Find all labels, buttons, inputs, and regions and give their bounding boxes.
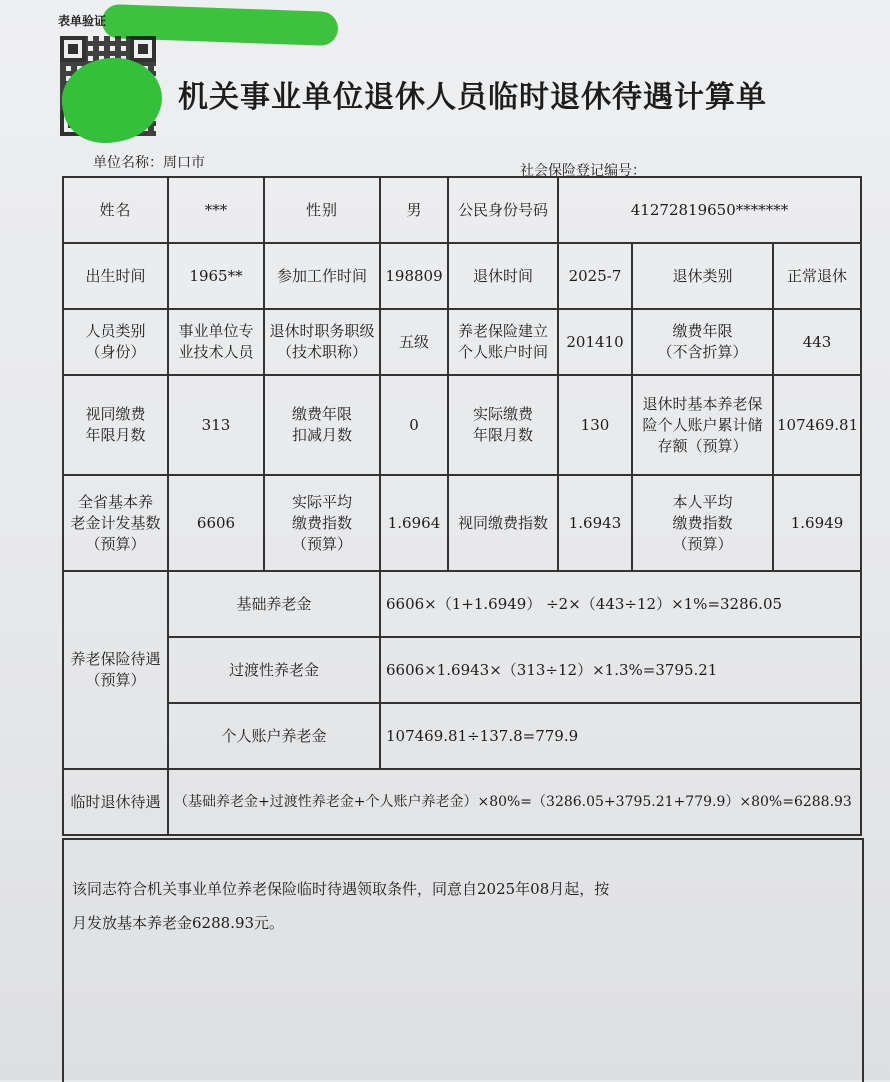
account-time-value: 201410 <box>558 309 632 375</box>
deemed-months-value: 313 <box>168 375 264 475</box>
actual-months-label-line: 实际缴费 <box>472 405 533 423</box>
deduct-months-label <box>264 375 380 475</box>
deemed-months-label <box>63 375 168 475</box>
base-amount-label-line: （预算） <box>85 534 146 553</box>
base-amount-label <box>63 475 168 571</box>
own-index-label <box>632 475 773 571</box>
approval-remark-line: 月发放基本养老金6288.93元。 <box>72 914 285 932</box>
pension-calculation-table <box>62 176 862 836</box>
own-index-label-line: 缴费指数 <box>672 513 733 532</box>
table-row <box>63 177 861 243</box>
name-label: 姓名 <box>63 177 168 243</box>
own-index-value: 1.6949 <box>773 475 861 571</box>
table-row <box>63 475 861 571</box>
table-row <box>63 769 861 835</box>
deemed-index-label: 视同缴费指数 <box>448 475 558 571</box>
table-row <box>63 703 861 769</box>
person-category-value <box>168 309 264 375</box>
temporary-benefit-label: 临时退休待遇 <box>63 769 168 835</box>
rank-label-line: 退休时职务职级 <box>269 322 375 340</box>
account-balance-label-line: 险个人账户累计储 <box>642 415 763 434</box>
rank-label-line: （技术职称） <box>276 343 367 361</box>
retire-type-label: 退休类别 <box>632 243 773 309</box>
work-start-value: 198809 <box>380 243 448 309</box>
qr-finder-top-left <box>60 36 86 62</box>
table-row <box>63 637 861 703</box>
contribution-years-label <box>632 309 773 375</box>
avg-index-label <box>264 475 380 571</box>
transition-pension-label: 过渡性养老金 <box>168 637 380 703</box>
approval-remark <box>72 872 832 940</box>
id-number-label: 公民身份号码 <box>448 177 558 243</box>
account-balance-label-line: 退休时基本养老保 <box>642 394 763 413</box>
table-row <box>63 571 861 637</box>
birth-label: 出生时间 <box>63 243 168 309</box>
retire-time-label: 退休时间 <box>448 243 558 309</box>
name-value: *** <box>168 177 264 243</box>
account-balance-value: 107469.81 <box>773 375 861 475</box>
avg-index-label-line: （预算） <box>291 534 352 553</box>
account-balance-label-line: 存额（预算） <box>657 436 748 455</box>
avg-index-label-line: 缴费指数 <box>291 513 352 532</box>
base-amount-value: 6606 <box>168 475 264 571</box>
deemed-months-label-line: 视同缴费 <box>85 405 146 423</box>
account-time-label-line: 个人账户时间 <box>457 343 548 361</box>
avg-index-value: 1.6964 <box>380 475 448 571</box>
account-time-label-line: 养老保险建立 <box>457 322 548 340</box>
contribution-years-label-line: （不含折算） <box>657 343 748 361</box>
person-category-value-line: 业技术人员 <box>178 343 254 361</box>
deduct-months-label-line: 缴费年限 <box>291 405 352 423</box>
deduct-months-label-line: 扣减月数 <box>291 426 352 444</box>
pension-group-label <box>63 571 168 769</box>
base-amount-label-line: 全省基本养 <box>77 492 153 511</box>
verify-label: 表单验证 <box>58 14 107 28</box>
personal-account-pension-formula: 107469.81÷137.8=779.9 <box>380 703 861 769</box>
social-security-code-label: 社会保险登记编号： <box>520 163 646 179</box>
id-number-value: 41272819650******* <box>558 177 861 243</box>
person-category-label <box>63 309 168 375</box>
contribution-years-label-line: 缴费年限 <box>672 322 733 340</box>
rank-label <box>264 309 380 375</box>
temporary-benefit-formula: （基础养老金+过渡性养老金+个人账户养老金）×80%=（3286.05+3795.21+779.9）×80%=6288.93 <box>168 769 861 835</box>
qr-finder-top-right <box>130 36 156 62</box>
actual-months-label <box>448 375 558 475</box>
deemed-months-label-line: 年限月数 <box>85 426 146 444</box>
own-index-label-line: （预算） <box>672 534 733 553</box>
actual-months-label-line: 年限月数 <box>472 426 533 444</box>
deemed-index-value: 1.6943 <box>558 475 632 571</box>
retire-type-value: 正常退休 <box>773 243 861 309</box>
pension-group-label-line: （预算） <box>85 671 146 689</box>
gender-label: 性别 <box>264 177 380 243</box>
table-row <box>63 309 861 375</box>
unit-name: 单位名称：周口市 <box>93 155 205 171</box>
table-row <box>63 375 861 475</box>
contribution-years-value: 443 <box>773 309 861 375</box>
actual-months-value: 130 <box>558 375 632 475</box>
pension-group-label-line: 养老保险待遇 <box>70 650 161 668</box>
basic-pension-label: 基础养老金 <box>168 571 380 637</box>
personal-account-pension-label: 个人账户养老金 <box>168 703 380 769</box>
account-balance-label <box>632 375 773 475</box>
document-title: 机关事业单位退休人员临时退休待遇计算单 <box>178 80 767 115</box>
avg-index-label-line: 实际平均 <box>291 492 352 511</box>
person-category-value-line: 事业单位专 <box>178 322 254 340</box>
person-category-label-line: 人员类别 <box>85 322 146 340</box>
person-category-label-line: （身份） <box>85 343 146 361</box>
deduct-months-value: 0 <box>380 375 448 475</box>
retire-time-value: 2025-7 <box>558 243 632 309</box>
work-start-label: 参加工作时间 <box>264 243 380 309</box>
transition-pension-formula: 6606×1.6943×（313÷12）×1.3%=3795.21 <box>380 637 861 703</box>
gender-value: 男 <box>380 177 448 243</box>
own-index-label-line: 本人平均 <box>672 492 733 511</box>
account-time-label <box>448 309 558 375</box>
base-amount-label-line: 老金计发基数 <box>70 513 161 532</box>
birth-value: 1965** <box>168 243 264 309</box>
basic-pension-formula: 6606×（1+1.6949） ÷2×（443÷12）×1%=3286.05 <box>380 571 861 637</box>
rank-value: 五级 <box>380 309 448 375</box>
table-row <box>63 243 861 309</box>
approval-remark-line: 该同志符合机关事业单位养老保险临时待遇领取条件，同意自2025年08月起，按 <box>72 880 610 898</box>
